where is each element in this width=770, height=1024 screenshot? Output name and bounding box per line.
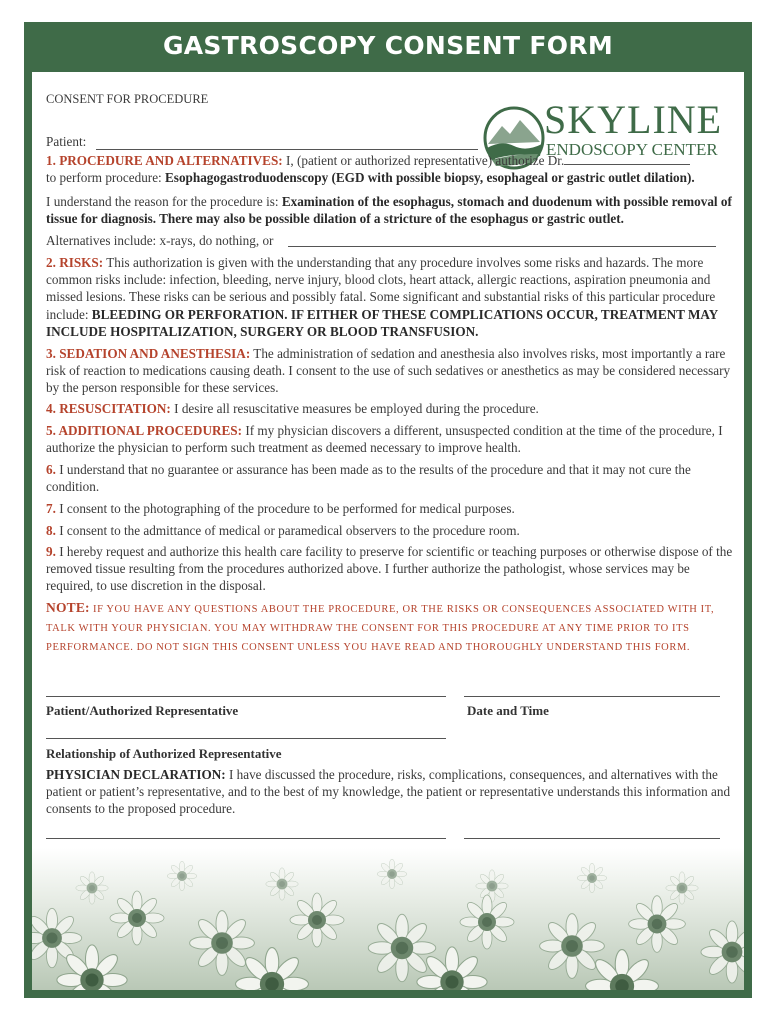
section-9 — [46, 543, 736, 595]
note-paragraph — [46, 598, 736, 657]
logo-subtitle: ENDOSCOPY CENTER — [546, 140, 718, 159]
section-7 — [46, 500, 736, 517]
section-4-text: I desire all resuscitative measures be employed during the procedure. — [170, 401, 539, 416]
procedure-name: Esophagogastroduodenscopy (EGD with possible biopsy, esophageal or gastric outlet dilation). — [165, 170, 695, 186]
reason-bold: Examination of the esophagus, stomach and duodenum with possible removal of tissue for diagnosis. There may also be possible dilation of a stricture of the esophagus or gastric outlet. — [46, 194, 732, 227]
physician-signature-field[interactable] — [46, 838, 446, 839]
section-procedure — [46, 152, 736, 186]
patient-label: Patient: — [46, 134, 87, 149]
date-time-label-1: Date and Time — [467, 703, 549, 718]
form-title: GASTROSCOPY CONSENT FORM — [162, 31, 614, 60]
section-2-bold: BLEEDING OR PERFORATION. IF EITHER OF THESE COMPLICATIONS OCCUR, TREATMENT MAY INCLUDE HOSPITALIZATION, SURGERY OR BLOOD TRANSFUSION. — [46, 306, 718, 339]
physician-declaration — [46, 766, 736, 818]
section-6 — [46, 461, 736, 495]
section-5-text: If my physician discovers a different, unsuspected condition at the time of the procedure, I authorize the physician to perform such treatment as deemed necessary to improve health. — [46, 423, 723, 456]
section-3-title: 3. SEDATION AND ANESTHESIA: — [46, 346, 251, 361]
section-risks — [46, 254, 736, 340]
alternatives-field[interactable] — [288, 246, 716, 247]
doctor-name-field[interactable] — [564, 152, 690, 165]
logo-name: SKYLINE — [544, 97, 723, 142]
sunflowers-illustration — [32, 848, 744, 990]
section-3-text: The administration of sedation and anesthesia also involves risks, most importantly a rare risk of reaction to medications causing death. I consent to the use of such sedatives or anesthetics as may be considered necessary by the person responsible for these services. — [46, 346, 731, 396]
physician-declaration-title: PHYSICIAN DECLARATION: — [46, 767, 226, 782]
section-2-title: 2. RISKS: — [46, 255, 104, 270]
note-text: IF YOU HAVE ANY QUESTIONS ABOUT THE PROCEDURE, OR THE RISKS OR CONSEQUENCES ASSOCIATED WITH IT, TALK WITH YOUR PHYSICIAN. YOU MAY WITHDRAW THE CONSENT FOR THIS PROCEDURE AT ANY TIME PRIOR TO ITS PERFORMANCE. DO NOT SIGN THIS CONSENT UNLESS YOU HAVE READ AND THOROUGHLY UNDERSTAND THIS FORM. — [46, 604, 715, 653]
section-sedation — [46, 345, 736, 397]
section-7-text: I consent to the photographing of the procedure to be performed for medical purposes. — [55, 501, 515, 516]
section-4-title: 4. RESUSCITATION: — [46, 401, 171, 416]
section-8-text: I consent to the admittance of medical or paramedical observers to the procedure room. — [55, 523, 520, 538]
section-9-num: 9. — [46, 544, 56, 559]
section-6-num: 6. — [46, 462, 56, 477]
section-6-text: I understand that no guarantee or assurance has been made as to the results of the procedure and that it may not cure the condition. — [46, 462, 691, 495]
patient-name-field[interactable] — [96, 149, 478, 150]
patient-rep-label: Patient/Authorized Representative — [46, 703, 239, 718]
relationship-label: Relationship of Authorized Representative — [46, 746, 282, 761]
form-border — [24, 22, 752, 998]
patient-signature-field[interactable] — [46, 696, 446, 697]
date-time-field-2[interactable] — [464, 838, 720, 839]
section-9-text: I hereby request and authorize this health care facility to preserve for scientific or teaching purposes or otherwise dispose of the removed tissue resulting from the procedures authorized above. I further authorize the pathologist, whose services may be required, to use discretion in the disposal. — [46, 544, 733, 594]
consent-for-procedure-label: CONSENT FOR PROCEDURE — [46, 92, 209, 106]
section-8 — [46, 522, 736, 539]
physician-declaration-text: I have discussed the procedure, risks, complications, consequences, and alternatives with the patient or patient’s representative, and to the best of my knowledge, the patient or representative understands this information and consents to the proposed procedure. — [46, 767, 731, 817]
patient-line — [46, 133, 736, 150]
note-lead: NOTE: — [46, 600, 90, 615]
alternatives-text: Alternatives include: x-rays, do nothing, or — [46, 233, 274, 248]
section-1-text-b: to perform procedure: — [46, 170, 166, 186]
section-additional — [46, 422, 736, 456]
form-body — [32, 72, 744, 990]
section-2-text: This authorization is given with the understanding that any procedure involves some risks and hazards. The more common risks include: infection, bleeding, nerve injury, blood clots, heart attack, allergic reactions, aspiration pneumonia and missed lesions. These risks can be serious and possibly fatal. Some significant and substantial risks of this particular procedure include: — [46, 255, 716, 322]
reason-text: I understand the reason for the procedure is: — [46, 194, 282, 209]
section-7-num: 7. — [46, 501, 56, 516]
date-time-field-1[interactable] — [464, 696, 720, 697]
sunflower-banner — [32, 848, 744, 990]
reason-paragraph — [46, 193, 736, 227]
section-1-text: I, (patient or authorized representative) authorize Dr. — [282, 153, 565, 168]
section-8-num: 8. — [46, 523, 56, 538]
relationship-field[interactable] — [46, 738, 446, 739]
section-1-title: 1. PROCEDURE AND ALTERNATIVES: — [46, 153, 283, 168]
section-5-title: 5. ADDITIONAL PROCEDURES: — [46, 423, 243, 438]
consent-heading — [46, 90, 736, 108]
section-resuscitation — [46, 400, 736, 417]
